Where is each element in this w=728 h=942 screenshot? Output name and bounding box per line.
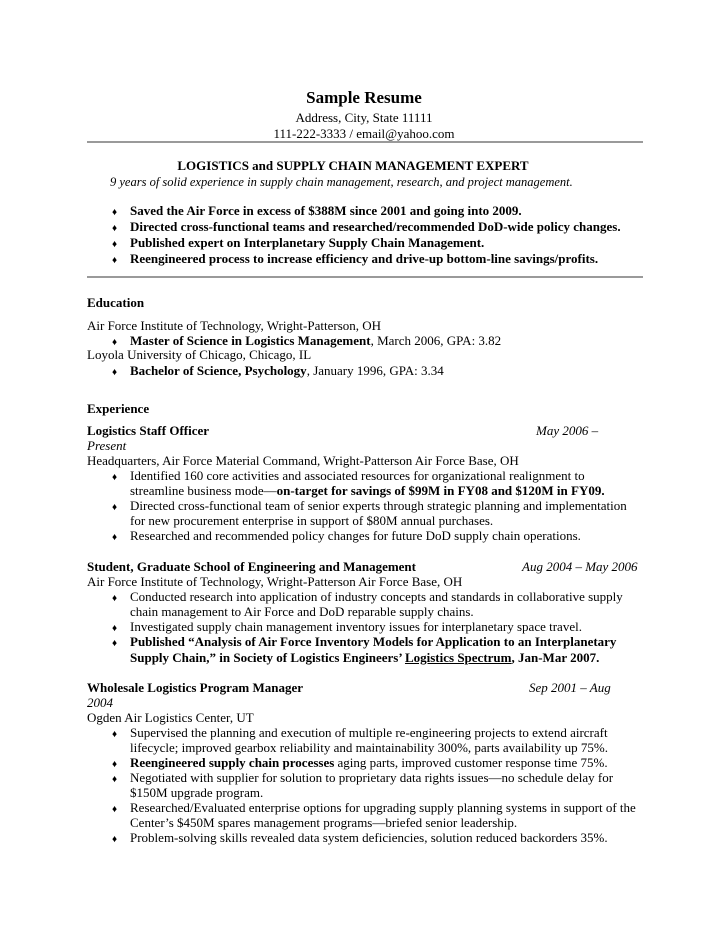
job-bullet-text: Directed cross-functional team of senior experts through strategic planning and implementation xyxy=(130,498,627,513)
bullet-icon: ♦ xyxy=(112,367,118,378)
job-bullet-text: Negotiated with supplier for solution to proprietary data rights issues—no schedule delay for xyxy=(130,770,614,785)
school-name: Loyola University of Chicago, Chicago, IL xyxy=(87,347,312,362)
job-bullet-part: , Jan-Mar 2007. xyxy=(511,650,600,665)
job-bullet-text: Published “Analysis of Air Force Inventory Models for Application to an Interplanetary xyxy=(130,634,617,649)
bullet-icon: ♦ xyxy=(112,255,118,266)
bullet-icon: ♦ xyxy=(112,207,118,218)
publication-name: Logistics Spectrum xyxy=(404,650,512,665)
job-dates-continued: 2004 xyxy=(87,695,113,710)
job-bullet-text: Supervised the planning and execution of multiple re-engineering projects to extend aircraft xyxy=(130,725,608,740)
job-bullet-text: Researched/Evaluated enterprise options for upgrading supply planning systems in support of the xyxy=(130,800,636,815)
degree-detail: , January 1996, GPA: 3.34 xyxy=(306,363,444,378)
job-bullet-text: for new procurement enterprise in support of $80M annual purchases. xyxy=(130,513,494,528)
bullet-icon: ♦ xyxy=(112,759,118,770)
job-bullet-text xyxy=(130,755,608,771)
job-organization: Air Force Institute of Technology, Wright-Patterson Air Force Base, OH xyxy=(87,574,463,589)
summary-divider xyxy=(87,276,643,278)
bullet-icon: ♦ xyxy=(112,834,118,845)
job-bullet-text: chain management to Air Force and DoD reparable supply chains. xyxy=(130,604,474,619)
degree-title: Master of Science in Logistics Management xyxy=(130,333,371,348)
experience-heading: Experience xyxy=(87,401,150,416)
job-bullet-highlight: Reengineered supply chain processes xyxy=(130,755,335,770)
school-name: Air Force Institute of Technology, Wright-Patterson, OH xyxy=(87,318,382,333)
bullet-icon: ♦ xyxy=(112,774,118,785)
job-bullet-text: Conducted research into application of industry concepts and standards in collaborative supply xyxy=(130,589,623,604)
job-title: Student, Graduate School of Engineering and Management xyxy=(87,559,416,574)
job-dates: Sep 2001 – Aug xyxy=(529,680,611,695)
job-bullet-text xyxy=(130,483,605,499)
job-title: Logistics Staff Officer xyxy=(87,423,210,438)
bullet-icon: ♦ xyxy=(112,729,118,740)
summary-bullet: Saved the Air Force in excess of $388M since 2001 and going into 2009. xyxy=(130,203,522,218)
summary-bullet: Published expert on Interplanetary Supply Chain Management. xyxy=(130,235,485,250)
job-organization: Headquarters, Air Force Material Command, Wright-Patterson Air Force Base, OH xyxy=(87,453,519,468)
bullet-icon: ♦ xyxy=(112,337,118,348)
summary-subtitle: 9 years of solid experience in supply chain management, research, and project management. xyxy=(110,175,573,189)
job-bullet-part: Supply Chain,” in Society of Logistics Engineers’ xyxy=(130,650,405,665)
bullet-icon: ♦ xyxy=(112,638,118,649)
job-bullet-text: Identified 160 core activities and associated resources for organizational realignment to xyxy=(130,468,585,483)
bullet-icon: ♦ xyxy=(112,223,118,234)
job-bullet-text: Center’s $450M spares management programs—briefed senior leadership. xyxy=(130,815,518,830)
bullet-icon: ♦ xyxy=(112,502,118,513)
bullet-icon: ♦ xyxy=(112,593,118,604)
summary-title: LOGISTICS and SUPPLY CHAIN MANAGEMENT EXPERT xyxy=(177,158,529,173)
job-dates: Aug 2004 – May 2006 xyxy=(522,559,638,574)
job-bullet-part: streamline business mode— xyxy=(130,483,277,498)
bullet-icon: ♦ xyxy=(112,804,118,815)
job-bullet-text xyxy=(130,650,599,666)
address-line: Address, City, State 11111 xyxy=(295,110,433,125)
degree-line xyxy=(130,363,444,379)
bullet-icon: ♦ xyxy=(112,532,118,543)
education-heading: Education xyxy=(87,295,145,310)
job-title: Wholesale Logistics Program Manager xyxy=(87,680,304,695)
job-bullet-text: Researched and recommended policy changes for future DoD supply chain operations. xyxy=(130,528,581,543)
job-dates-continued: Present xyxy=(87,438,127,453)
summary-bullet: Reengineered process to increase efficiency and drive-up bottom-line savings/profits. xyxy=(130,251,599,266)
job-dates: May 2006 – xyxy=(536,423,599,438)
summary-bullet: Directed cross-functional teams and researched/recommended DoD-wide policy changes. xyxy=(130,219,621,234)
job-bullet-text: Investigated supply chain management inventory issues for interplanetary space travel. xyxy=(130,619,582,634)
job-bullet-text: $150M upgrade program. xyxy=(130,785,264,800)
bullet-icon: ♦ xyxy=(112,472,118,483)
resume-title: Sample Resume xyxy=(306,88,422,107)
job-organization: Ogden Air Logistics Center, UT xyxy=(87,710,254,725)
degree-title: Bachelor of Science, Psychology xyxy=(130,363,307,378)
degree-detail: , March 2006, GPA: 3.82 xyxy=(370,333,502,348)
header-divider xyxy=(87,141,643,143)
job-bullet-text: Problem-solving skills revealed data system deficiencies, solution reduced backorders 35%. xyxy=(130,830,608,845)
job-bullet-part: aging parts, improved customer response time 75%. xyxy=(334,755,608,770)
bullet-icon: ♦ xyxy=(112,623,118,634)
job-bullet-highlight: on-target for savings of $99M in FY08 and $120M in FY09. xyxy=(276,483,605,498)
bullet-icon: ♦ xyxy=(112,239,118,250)
job-bullet-text: lifecycle; improved gearbox reliability and maintainability 300%, parts availability up 75%. xyxy=(130,740,608,755)
contact-line: 111-222-3333 / email@yahoo.com xyxy=(273,126,455,141)
